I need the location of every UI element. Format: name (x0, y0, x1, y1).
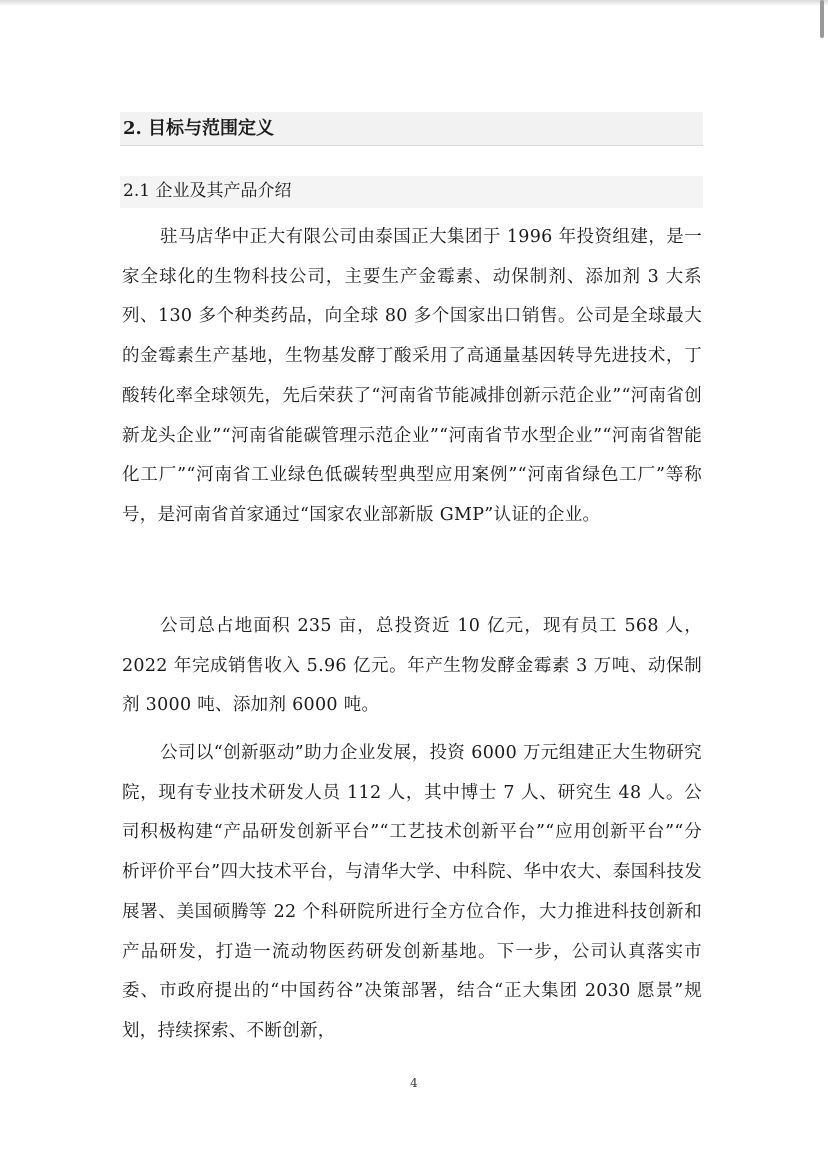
subsection-heading: 2.1 企业及其产品介绍 (120, 176, 703, 208)
body-paragraph: 公司总占地面积 235 亩，总投资近 10 亿元，现有员工 568 人，2022 年完成销售收入 5.96 亿元。年产生物发酵金霉素 3 万吨、动保制剂 3000 吨、添加剂 6000 吨。 (122, 616, 702, 716)
body-paragraph: 驻马店华中正大有限公司由泰国正大集团于 1996 年投资组建，是一家全球化的生物科技公司，主要生产金霉素、动保制剂、添加剂 3 大系列、130 多个种类药品，向全球 80 多个国家出口销售。公司是全球最大的金霉素生产基地，生物基发酵丁酸采用了高通量基因转导先进技术，丁酸转化率全球领先，先后荣获了“河南省节能减排创新示范企业”“河南省创新龙头企业”“河南省能碳管理示范企业”“河南省节水型企业”“河南省智能化工厂”“河南省工业绿色低碳转型典型应用案例”“河南省绿色工厂”等称号，是河南省首家通过“国家农业部新版 GMP”认证的企业。 (122, 227, 702, 525)
page-number: 4 (410, 1076, 418, 1090)
body-paragraph: 公司以“创新驱动”助力企业发展，投资 6000 万元组建正大生物研究院，现有专业技术研发人员 112 人，其中博士 7 人、研究生 48 人。公司积极构建“产品研发创新平台”“工艺技术创新平台”“应用创新平台”“分析评价平台”四大技术平台，与清华大学、中科院、华中农大、泰国科技发展署、美国硕腾等 22 个科研院所进行全方位合作，大力推进科技创新和产品研发，打造一流动物医药研发创新基地。下一步，公司认真落实市委、市政府提出的“中国药谷”决策部署，结合“正大集团 2030 愿景”规划，持续探索、不断创新， (122, 743, 702, 1041)
section-heading: 2. 目标与范围定义 (120, 112, 703, 146)
